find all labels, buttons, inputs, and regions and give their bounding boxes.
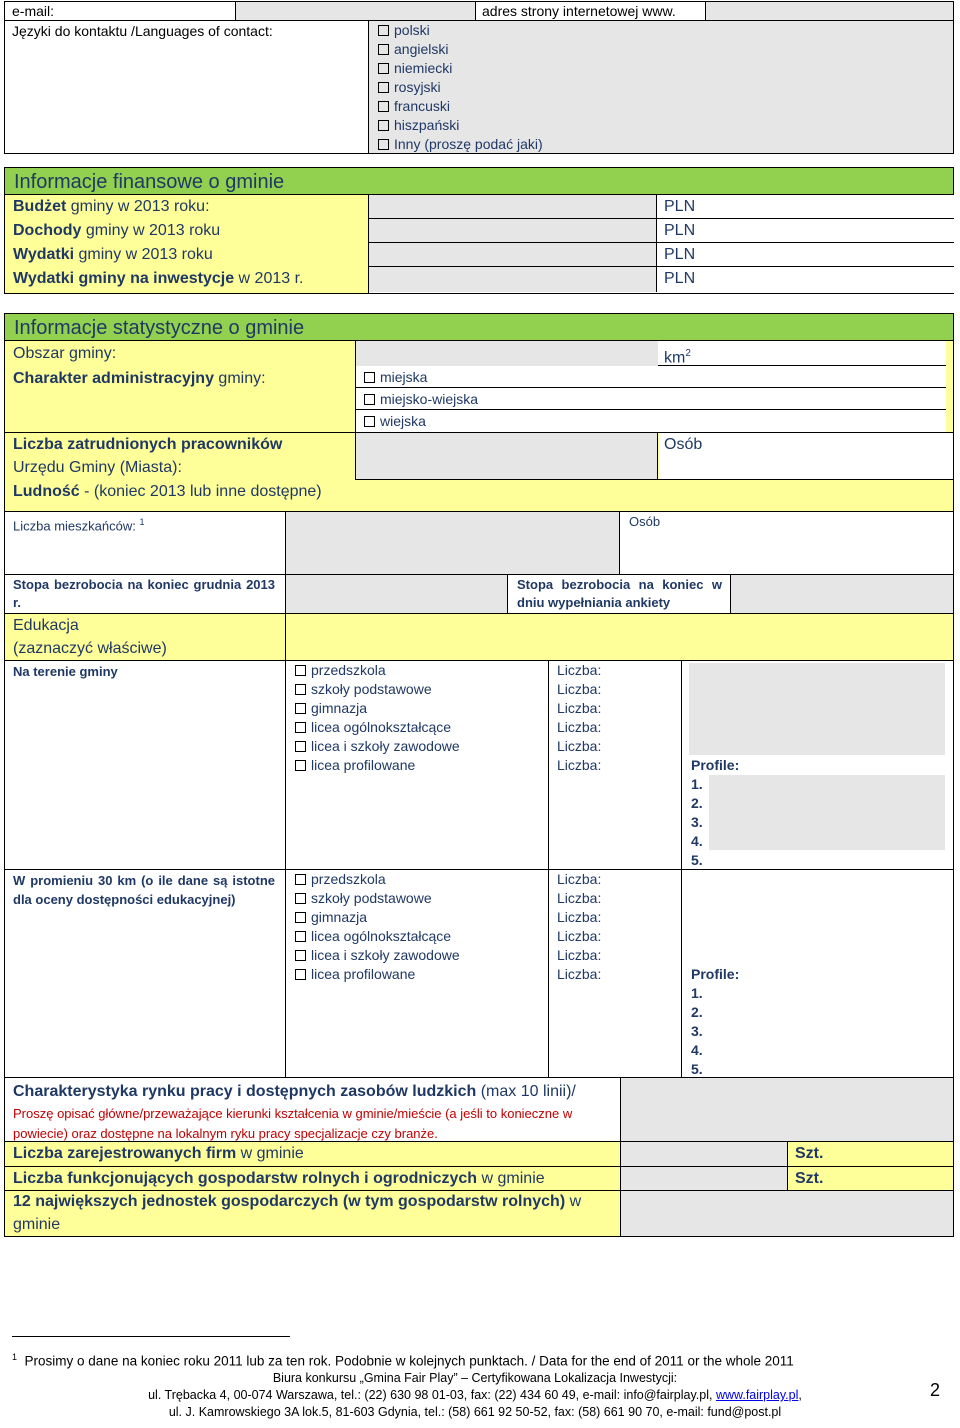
checkbox-icon xyxy=(295,741,306,752)
website-label: adres strony internetowej www. xyxy=(475,2,705,20)
languages-label: Języki do kontaktu /Languages of contact: xyxy=(12,23,273,39)
footer-line-3: ul. J. Kamrowskiego 3A lok.5, 81-603 Gdynia, tel.: (58) 661 92 50-52, fax: (58) 661 90 70, e-mail: fund@post.pl xyxy=(168,1405,782,1419)
largest-units-input[interactable] xyxy=(620,1191,953,1236)
labour-input[interactable] xyxy=(620,1078,953,1141)
unemployment-now-input[interactable] xyxy=(730,575,953,613)
footnote-separator xyxy=(12,1336,290,1337)
admin-option[interactable]: wiejska xyxy=(356,410,946,432)
checkbox-icon xyxy=(378,139,389,150)
checkbox-icon xyxy=(364,416,375,427)
checkbox-icon xyxy=(295,969,306,980)
income-unit: PLN xyxy=(664,222,696,239)
school-option[interactable]: licea profilowane xyxy=(295,965,460,984)
footnote: $^1$ Prosimy o dane na koniec roku 2011 lub za ten rok. Podobnie w kolejnych punktach. / Data for the end of 2011 or the whole 2011 xyxy=(12,1352,794,1369)
checkbox-icon xyxy=(295,893,306,904)
checkbox-icon xyxy=(295,760,306,771)
count-label: Liczba: xyxy=(557,909,602,925)
footer-line-1: Biura konkursu „Gmina Fair Play” – Certyfikowana Lokalizacja Inwestycji: xyxy=(272,1371,678,1385)
count-label: Liczba: xyxy=(557,662,602,678)
admin-label: Charakter administracyjny gminy: xyxy=(13,370,266,387)
count-label: Liczba: xyxy=(557,738,602,754)
school-option[interactable]: szkoły podstawowe xyxy=(295,889,460,908)
language-option[interactable]: francuski xyxy=(378,97,543,116)
stats-title: Informacje statystyczne o gminie xyxy=(4,313,954,341)
budget-unit: PLN xyxy=(664,198,696,215)
budget-input[interactable] xyxy=(369,195,657,218)
checkbox-icon xyxy=(295,874,306,885)
school-option[interactable]: licea i szkoły zawodowe xyxy=(295,946,460,965)
investment-unit: PLN xyxy=(664,270,696,287)
school-option[interactable]: licea i szkoły zawodowe xyxy=(295,737,460,756)
website-input[interactable] xyxy=(705,2,953,20)
area-label: Obszar gminy: xyxy=(13,345,117,362)
residents-label: Liczba mieszkańców: $^1$ xyxy=(13,517,145,534)
education-radius-counts xyxy=(557,870,601,984)
finance-values xyxy=(368,195,954,293)
population-label: Ludność - (koniec 2013 lub inne dostępne) xyxy=(13,483,322,500)
labour-title: Charakterystyka rynku pracy i dostępnych zasobów ludzkich (max 10 linii)/ xyxy=(13,1083,576,1100)
school-option[interactable]: licea profilowane xyxy=(295,756,460,775)
expenses-label: Wydatki gminy w 2013 roku xyxy=(13,246,213,263)
expenses-unit: PLN xyxy=(664,246,696,263)
employees-unit: Osób xyxy=(664,436,703,453)
labour-text xyxy=(13,1080,613,1144)
farms-label: Liczba funkcjonujących gospodarstw rolnych i ogrodniczych w gminie xyxy=(13,1170,545,1187)
footer xyxy=(60,1370,890,1421)
income-input[interactable] xyxy=(369,219,657,242)
education-local-count-input[interactable] xyxy=(689,663,945,755)
education-local-schools xyxy=(295,661,460,775)
school-option[interactable]: przedszkola xyxy=(295,661,460,680)
school-option[interactable]: licea ogólnokształcące xyxy=(295,927,460,946)
education-radius-label: W promieniu 30 km (o ile dane są istotne dla oceny dostępności edukacyjnej) xyxy=(13,873,275,907)
admin-option[interactable]: miejska xyxy=(356,366,946,388)
footer-line-2: ul. Trębacka 4, 00-074 Warszawa, tel.: (22) 630 98 01-03, fax: (22) 434 60 49, e-mail: info@fairplay.pl, www.fairplay.pl, xyxy=(148,1388,802,1402)
checkbox-icon xyxy=(378,44,389,55)
school-option[interactable]: szkoły podstawowe xyxy=(295,680,460,699)
checkbox-icon xyxy=(378,101,389,112)
email-input[interactable] xyxy=(235,2,475,20)
checkbox-icon xyxy=(295,912,306,923)
footer-website-link[interactable]: www.fairplay.pl xyxy=(715,1388,799,1402)
count-label: Liczba: xyxy=(557,928,602,944)
count-label: Liczba: xyxy=(557,700,602,716)
checkbox-icon xyxy=(378,63,389,74)
count-label: Liczba: xyxy=(557,966,602,982)
language-option[interactable]: niemiecki xyxy=(378,59,543,78)
language-option[interactable]: hiszpański xyxy=(378,116,543,135)
employees-label: Liczba zatrudnionych pracowników Urzędu Gminy (Miasta): xyxy=(13,436,283,476)
checkbox-icon xyxy=(364,372,375,383)
education-radius-schools xyxy=(295,870,460,984)
checkbox-icon xyxy=(378,25,389,36)
count-label: Liczba: xyxy=(557,719,602,735)
investment-label: Wydatki gminy na inwestycje w 2013 r. xyxy=(13,270,304,287)
education-local-counts xyxy=(557,661,601,775)
language-option[interactable]: angielski xyxy=(378,40,543,59)
unemployment-now-label: Stopa bezrobocia na koniec w dniu wypełniania ankiety xyxy=(517,577,722,610)
email-label: e-mail: xyxy=(12,3,55,19)
finance-title: Informacje finansowe o gminie xyxy=(4,167,954,195)
school-option[interactable]: przedszkola xyxy=(295,870,460,889)
labour-note: Proszę opisać główne/przeważające kierunki kształcenia w gminie/mieście (a jeśli to konieczne w powiecie) oraz dostępne na lokalnym ryku pracy specjalizacje czy branże. xyxy=(13,1106,573,1141)
checkbox-icon xyxy=(295,931,306,942)
count-label: Liczba: xyxy=(557,890,602,906)
school-option[interactable]: gimnazja xyxy=(295,699,460,718)
count-label: Liczba: xyxy=(557,871,602,887)
checkbox-icon xyxy=(295,684,306,695)
language-option[interactable]: Inny (proszę podać jaki) xyxy=(378,135,543,154)
registered-firms-label: Liczba zarejestrowanych firm w gminie xyxy=(13,1145,304,1162)
unemployment-dec-input[interactable] xyxy=(285,575,508,613)
area-unit: $km^2$ xyxy=(664,348,691,367)
investment-input[interactable] xyxy=(369,267,657,292)
school-option[interactable]: gimnazja xyxy=(295,908,460,927)
finance-labels xyxy=(4,195,369,291)
checkbox-icon xyxy=(378,120,389,131)
checkbox-icon xyxy=(295,722,306,733)
languages-list xyxy=(378,21,543,154)
count-label: Liczba: xyxy=(557,681,602,697)
farms-input[interactable] xyxy=(620,1167,788,1190)
employees-input[interactable] xyxy=(355,433,658,479)
education-local-label: Na terenie gminy xyxy=(13,664,118,679)
education-title: Edukacja (zaznaczyć właściwe) xyxy=(13,617,167,657)
checkbox-icon xyxy=(378,82,389,93)
count-label: Liczba: xyxy=(557,757,602,773)
education-radius-profiles: Profile: 1. 2. 3. 4. 5. xyxy=(691,966,740,1077)
page-number: 2 xyxy=(930,1380,941,1400)
education-local-profiles: Profile: 1. 2. 3. 4. 5. xyxy=(691,757,740,868)
area-input[interactable] xyxy=(355,341,658,366)
checkbox-icon xyxy=(295,950,306,961)
count-label: Liczba: xyxy=(557,947,602,963)
registered-firms-unit: Szt. xyxy=(795,1145,824,1162)
checkbox-icon xyxy=(364,394,375,405)
expenses-input[interactable] xyxy=(369,243,657,266)
admin-option[interactable]: miejsko-wiejska xyxy=(356,388,946,410)
language-option[interactable]: rosyjski xyxy=(378,78,543,97)
residents-unit: Osób xyxy=(629,514,661,529)
checkbox-icon xyxy=(295,665,306,676)
budget-label: Budżet gminy w 2013 roku: xyxy=(13,198,210,215)
profiles-label: Profile: xyxy=(691,757,740,773)
profiles-label: Profile: xyxy=(691,966,740,982)
education-local-profiles-input[interactable] xyxy=(709,775,945,850)
admin-options xyxy=(355,366,946,432)
unemployment-dec-label: Stopa bezrobocia na koniec grudnia 2013 r. xyxy=(13,577,275,610)
registered-firms-input[interactable] xyxy=(620,1142,788,1166)
largest-units-label: 12 największych jednostek gospodarczych (w tym gospodarstw rolnych) w gminie xyxy=(13,1193,582,1233)
residents-input[interactable] xyxy=(285,512,620,574)
checkbox-icon xyxy=(295,703,306,714)
language-option[interactable]: polski xyxy=(378,21,543,40)
farms-unit: Szt. xyxy=(795,1170,824,1187)
school-option[interactable]: licea ogólnokształcące xyxy=(295,718,460,737)
income-label: Dochody gminy w 2013 roku xyxy=(13,222,221,239)
